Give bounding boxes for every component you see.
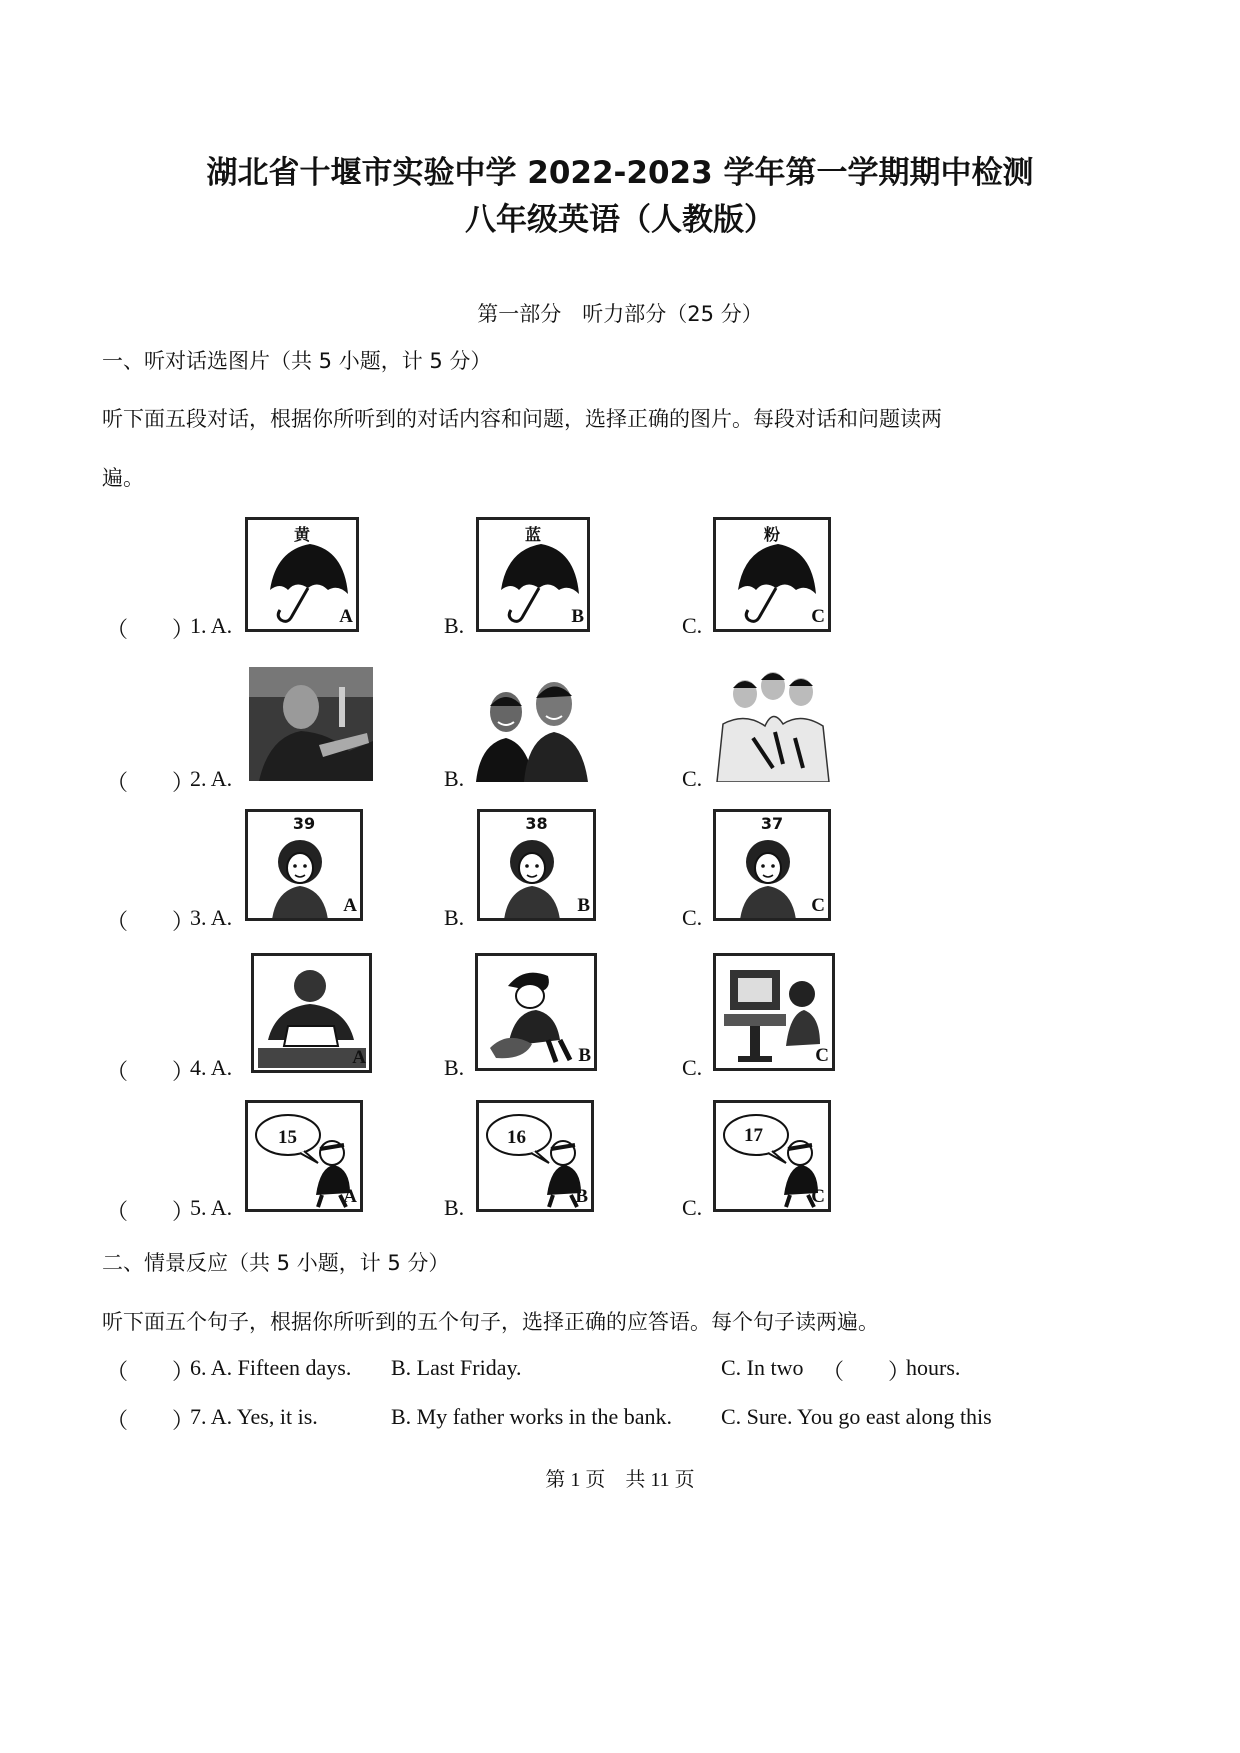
q3-label: 3. A.: [190, 905, 233, 930]
q7-option-a: 7. A. Yes, it is.: [190, 1404, 318, 1429]
answer-paren-q7[interactable]: （ ）: [106, 1408, 195, 1433]
q7-option-b: B. My father works in the bank.: [391, 1404, 673, 1429]
q2-picture-c[interactable]: [713, 668, 833, 782]
q6-option-c: C. In two: [721, 1355, 804, 1380]
q5-picture-a[interactable]: [245, 1100, 363, 1212]
color-label: 黄: [293, 525, 310, 544]
exam-title-line2: 八年级英语（人教版）: [465, 202, 775, 238]
answer-paren-q4[interactable]: （ ）: [106, 1059, 195, 1084]
q1-picture-a[interactable]: [245, 517, 359, 632]
q5-option-c-label: C.: [682, 1195, 703, 1220]
q2-option-b-label: B.: [444, 766, 465, 791]
speech-bubble-number: 16: [507, 1127, 526, 1148]
answer-paren-q5[interactable]: （ ）: [106, 1199, 195, 1224]
action-man-photo-icon: [249, 667, 373, 781]
page-number-footer: 第 1 页 共 11 页: [545, 1469, 695, 1491]
option-letter: A: [343, 1186, 357, 1207]
q1-picture-c[interactable]: [713, 517, 831, 632]
q1-option-c-label: C.: [682, 613, 703, 638]
q4-option-b-label: B.: [444, 1055, 465, 1080]
q6-option-c-paren[interactable]: （ ）: [822, 1359, 911, 1384]
q2-picture-a[interactable]: [249, 667, 373, 781]
option-letter: C: [811, 606, 825, 627]
q3-picture-b[interactable]: [477, 809, 596, 921]
option-letter: A: [343, 895, 357, 916]
section2-heading: 二、情景反应（共 5 小题，计 5 分）: [102, 1251, 450, 1275]
section2-instruction: 听下面五个句子，根据你所听到的五个句子，选择正确的应答语。每个句子读两遍。: [102, 1310, 879, 1334]
q4-picture-a[interactable]: [251, 953, 372, 1073]
q1-option-b-label: B.: [444, 613, 465, 638]
q5-picture-b[interactable]: [476, 1100, 594, 1212]
option-letter: C: [815, 1045, 829, 1066]
answer-paren-q6[interactable]: （ ）: [106, 1359, 195, 1384]
section1-instruction-line2: 遍。: [102, 466, 144, 490]
two-men-photo-icon: [476, 668, 590, 782]
q4-picture-b[interactable]: [475, 953, 597, 1071]
q4-picture-c[interactable]: [713, 953, 835, 1071]
three-boys-photo-icon: [713, 668, 833, 782]
option-letter: B: [575, 1186, 588, 1207]
color-label: 粉: [763, 525, 780, 544]
q6-option-c-tail: hours.: [906, 1355, 961, 1380]
q3-picture-a[interactable]: [245, 809, 363, 921]
q3-option-c-label: C.: [682, 905, 703, 930]
q3-picture-c[interactable]: [713, 809, 831, 921]
age-number: 39: [292, 814, 316, 833]
q4-option-c-label: C.: [682, 1055, 703, 1080]
exam-title-line1: 湖北省十堰市实验中学 2022-2023 学年第一学期期中检测: [206, 155, 1034, 191]
option-letter: C: [811, 895, 825, 916]
q4-label: 4. A.: [190, 1055, 233, 1080]
section1-heading: 一、听对话选图片（共 5 小题，计 5 分）: [102, 349, 492, 373]
q7-option-c: C. Sure. You go east along this: [721, 1404, 992, 1429]
q5-option-b-label: B.: [444, 1195, 465, 1220]
speech-bubble-number: 15: [278, 1127, 297, 1148]
option-letter: A: [352, 1047, 366, 1068]
answer-paren-q3[interactable]: （ ）: [106, 909, 195, 934]
q2-picture-b[interactable]: [476, 668, 590, 782]
option-letter: B: [577, 895, 590, 916]
q6-option-a: 6. A. Fifteen days.: [190, 1355, 352, 1380]
option-letter: B: [578, 1045, 591, 1066]
q3-option-b-label: B.: [444, 905, 465, 930]
q5-label: 5. A.: [190, 1195, 233, 1220]
option-letter: C: [811, 1186, 825, 1207]
age-number: 37: [760, 814, 784, 833]
speech-bubble-number: 17: [744, 1125, 763, 1146]
color-label: 蓝: [524, 525, 541, 544]
answer-paren-q1[interactable]: （ ）: [106, 617, 195, 642]
q1-label: 1. A.: [190, 613, 233, 638]
q6-option-b: B. Last Friday.: [391, 1355, 522, 1380]
section1-instruction-line1: 听下面五段对话，根据你所听到的对话内容和问题，选择正确的图片。每段对话和问题读两: [102, 407, 942, 431]
part1-heading: 第一部分 听力部分（25 分）: [477, 302, 763, 326]
option-letter: B: [571, 606, 584, 627]
q2-option-c-label: C.: [682, 766, 703, 791]
age-number: 38: [525, 814, 548, 833]
q1-picture-b[interactable]: [476, 517, 590, 632]
q2-label: 2. A.: [190, 766, 233, 791]
answer-paren-q2[interactable]: （ ）: [106, 770, 195, 795]
option-letter: A: [339, 606, 353, 627]
q5-picture-c[interactable]: [713, 1100, 831, 1212]
